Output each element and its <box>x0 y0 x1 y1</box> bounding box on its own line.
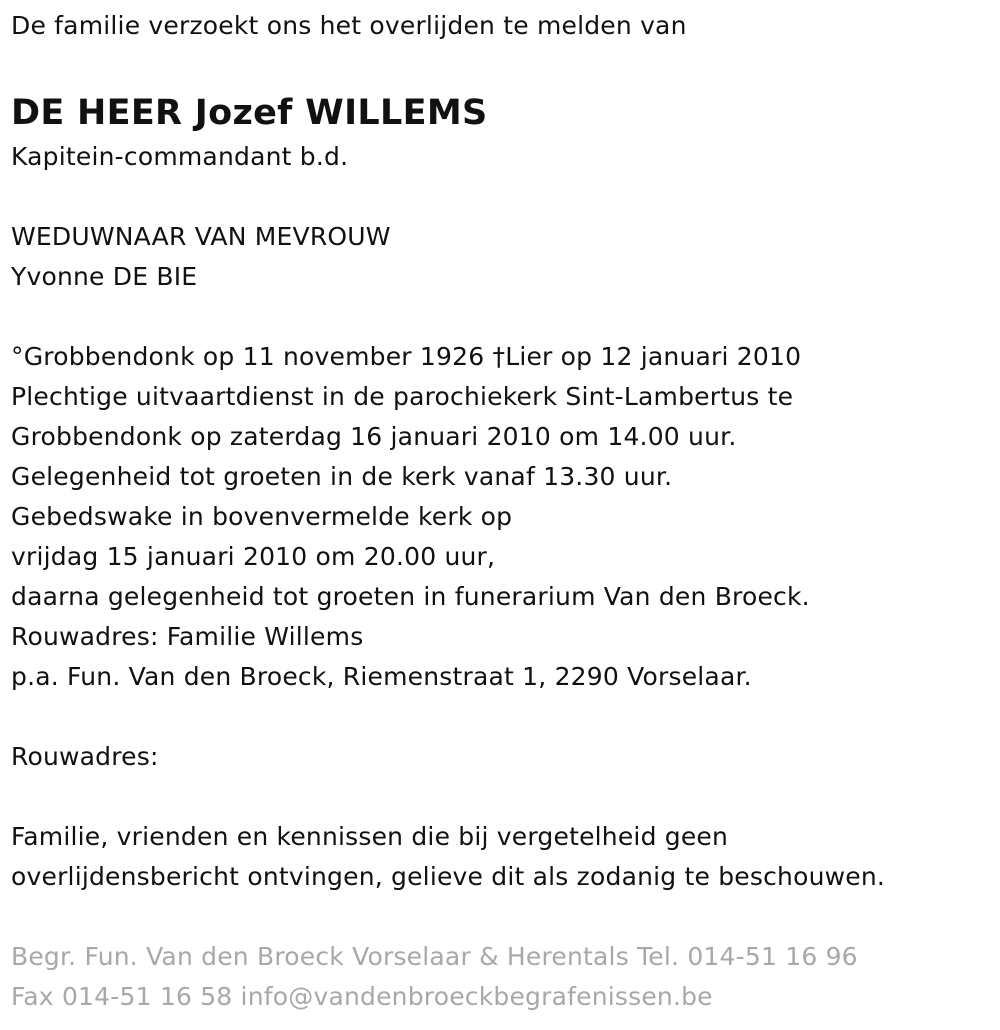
spacer <box>11 897 986 937</box>
footer-line: Begr. Fun. Van den Broeck Vorselaar & Herentals Tel. 014-51 16 96 <box>11 942 858 971</box>
spouse-name: Yvonne DE BIE <box>11 262 198 291</box>
spacer <box>11 297 986 337</box>
spacer <box>11 697 986 737</box>
spacer <box>11 777 986 817</box>
ceremony-line: Plechtige uitvaartdienst in de parochiekerk Sint-Lambertus te <box>11 382 794 411</box>
intro-text: De familie verzoekt ons het overlijden te melden van <box>11 11 687 40</box>
ceremony-line: Gebedswake in bovenvermelde kerk op <box>11 502 513 531</box>
ceremony-line: vrijdag 15 januari 2010 om 20.00 uur, <box>11 542 496 571</box>
deceased-title: Kapitein-commandant b.d. <box>11 142 349 171</box>
rouwadres-label: Rouwadres: <box>11 742 159 771</box>
obituary-notice <box>11 6 986 1017</box>
notice-line: Familie, vrienden en kennissen die bij vergetelheid geen <box>11 822 729 851</box>
cross-icon: † <box>492 342 506 371</box>
deceased-name: DE HEER Jozef WILLEMS <box>11 93 488 133</box>
ceremony-line: Grobbendonk op zaterdag 16 januari 2010 om 14.00 uur. <box>11 422 737 451</box>
death-text: Lier op 12 januari 2010 <box>505 342 802 371</box>
ceremony-line: Gelegenheid tot groeten in de kerk vanaf 13.30 uur. <box>11 462 673 491</box>
ceremony-line: Rouwadres: Familie Willems <box>11 622 364 651</box>
notice-line: overlijdensbericht ontvingen, gelieve dit als zodanig te beschouwen. <box>11 862 886 891</box>
ceremony-line: p.a. Fun. Van den Broeck, Riemenstraat 1, 2290 Vorselaar. <box>11 662 752 691</box>
spacer <box>11 46 986 86</box>
footer-line: Fax 014-51 16 58 info@vandenbroeckbegrafenissen.be <box>11 982 713 1011</box>
spouse-relation: WEDUWNAAR VAN MEVROUW <box>11 222 391 251</box>
ceremony-line: daarna gelegenheid tot groeten in funerarium Van den Broeck. <box>11 582 810 611</box>
spacer <box>11 177 986 217</box>
birth-text: °Grobbendonk op 11 november 1926 <box>11 342 493 371</box>
dates-line <box>11 337 986 377</box>
